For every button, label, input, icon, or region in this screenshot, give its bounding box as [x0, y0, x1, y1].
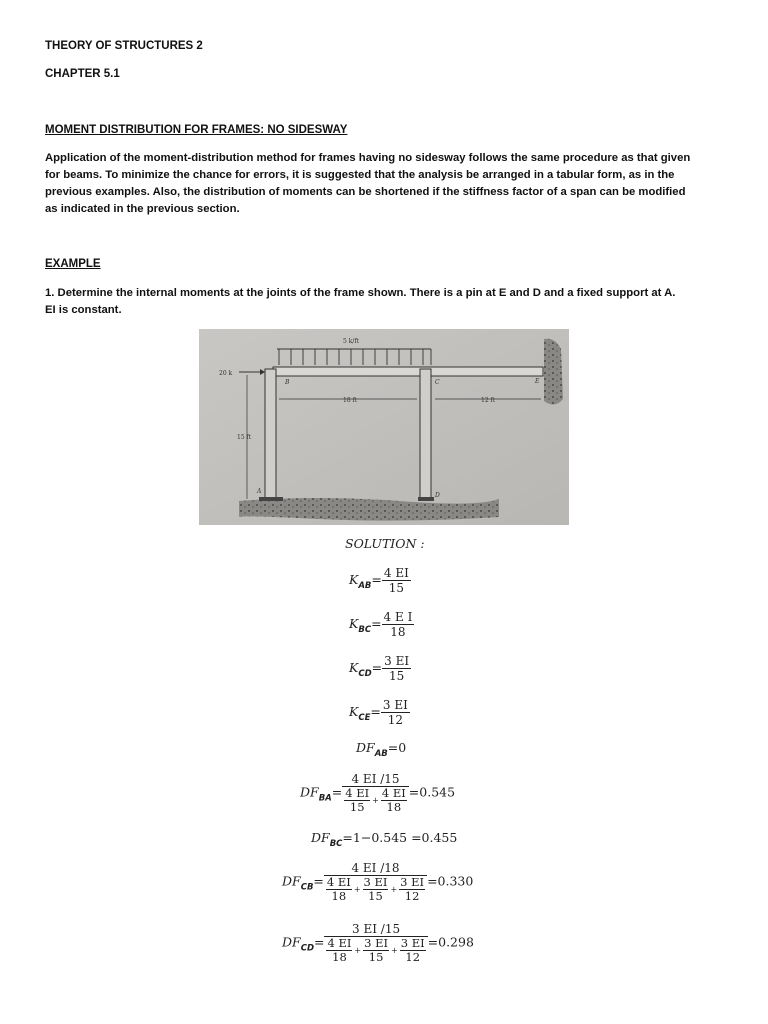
- fraction: [382, 654, 411, 683]
- numerator: 3 EI: [382, 698, 408, 712]
- term-den: 12: [404, 889, 420, 903]
- eq-k-ab: $K_{AB}=$ $\frac{4 EI}{15}$: [349, 566, 409, 595]
- intro-paragraph: [45, 150, 725, 218]
- joint-label-b: B: [285, 379, 290, 386]
- point-load-label: 20 k: [219, 370, 233, 377]
- denominator: [324, 937, 427, 964]
- denominator: 18: [390, 625, 406, 639]
- fraction: [382, 566, 411, 595]
- value: =1−0.545 =0.455: [342, 830, 458, 845]
- denominator: [342, 787, 409, 814]
- symbol: K: [349, 616, 359, 631]
- problem-line: 1. Determine the internal moments at the joints of the frame shown. There is a pin at E and D and a fixed support at A.: [45, 287, 676, 299]
- term: [344, 787, 370, 814]
- term-den: 12: [405, 950, 421, 964]
- paragraph-line: Application of the moment-distribution method for frames having no sidesway follows the same procedure as that given: [45, 152, 691, 164]
- eq-k-bc: $K_{BC}=$ $\frac{\text{4 E I}}{18}$: [349, 610, 413, 639]
- subscript: CE: [358, 713, 371, 723]
- problem-line: EI is constant.: [45, 304, 122, 316]
- subscript: CD: [358, 669, 372, 679]
- denominator: 12: [387, 713, 403, 727]
- result: =0.298: [427, 934, 474, 950]
- term-den: 18: [386, 800, 402, 814]
- term-num: 4 EI: [326, 875, 351, 889]
- eq-k-ce: $K_{CE}=$ $\frac{3 EI}{12}$: [349, 698, 408, 727]
- term-den: 18: [331, 889, 347, 903]
- numerator: 3 EI /15: [324, 922, 427, 937]
- column-cd: [420, 369, 431, 499]
- example-heading: EXAMPLE: [45, 258, 101, 270]
- numerator: 3 EI: [384, 654, 410, 668]
- subscript: BC: [358, 625, 372, 635]
- term-num: 4 EI: [327, 936, 352, 950]
- solution-heading: SOLUTION :: [345, 536, 425, 551]
- term-den: 15: [368, 889, 383, 903]
- eq-df-cd: $DF_{CD}=$ 3 EI /15 $\frac{4 EI}{18}$ + $\frac{3 EI}{15}$ + $\frac{3 EI}{12}$ =0.298: [282, 922, 474, 964]
- symbol: K: [349, 572, 359, 587]
- plus-sign: +: [354, 945, 362, 955]
- joint-label-c: C: [435, 379, 440, 386]
- numerator: 4 EI /18: [324, 861, 427, 876]
- paragraph-line: as indicated in the previous section.: [45, 203, 240, 215]
- term-num: 3 EI: [363, 875, 388, 889]
- fraction: [382, 610, 415, 639]
- symbol: K: [349, 704, 359, 719]
- column-ab: [265, 369, 276, 499]
- value: =0: [387, 740, 407, 755]
- fraction: [342, 772, 409, 814]
- result: =0.545: [408, 784, 456, 800]
- fraction: [324, 922, 427, 964]
- figure-background: [199, 329, 569, 525]
- denominator: [324, 876, 427, 903]
- numerator: 4 E I: [383, 610, 413, 624]
- term: [400, 937, 426, 964]
- eq-k-cd: $K_{CD}=$ $\frac{3 EI}{15}$: [349, 654, 410, 683]
- plus-sign: +: [391, 945, 398, 955]
- term: [363, 937, 389, 964]
- height-label: 15 ft: [237, 434, 252, 441]
- symbol: K: [349, 660, 359, 675]
- symbol: DF: [311, 830, 330, 845]
- problem-statement: [45, 285, 725, 319]
- term: [326, 876, 352, 903]
- term: [363, 876, 389, 903]
- frame-figure: [199, 329, 569, 525]
- term: [381, 787, 407, 814]
- chapter-title: CHAPTER 5.1: [45, 68, 120, 80]
- joint-label-a: A: [257, 488, 262, 495]
- term-num: 4 EI: [345, 786, 370, 800]
- paragraph-line: for beams. To minimize the chance for errors, it is suggested that the analysis be arranged in a tabular form, as in the: [45, 169, 675, 181]
- subscript: BA: [318, 793, 332, 804]
- symbol: DF: [282, 934, 301, 950]
- section-title: MOMENT DISTRIBUTION FOR FRAMES: NO SIDESWAY: [45, 124, 348, 136]
- support-d: [418, 497, 434, 501]
- term: [326, 937, 352, 964]
- numerator: 4 EI: [383, 566, 409, 580]
- symbol: DF: [300, 784, 319, 800]
- numerator: 4 EI /15: [342, 772, 409, 787]
- subscript: AB: [374, 749, 388, 759]
- plus-sign: +: [353, 884, 361, 894]
- subscript: CB: [300, 882, 314, 893]
- term-num: 4 EI: [381, 786, 406, 800]
- span-bc-label: 18 ft: [343, 397, 358, 404]
- joint-label-e: E: [535, 378, 540, 385]
- symbol: DF: [282, 873, 301, 889]
- term: [399, 876, 425, 903]
- fraction: [381, 698, 410, 727]
- denominator: 15: [388, 581, 404, 595]
- fixed-wall: [544, 339, 563, 405]
- paragraph-line: previous examples. Also, the distribution of moments can be shortened if the stiffness factor of a span can be modified: [45, 186, 686, 198]
- eq-df-ba: $DF_{BA}=$ 4 EI /15 $\frac{4 EI}{15}$ + $\frac{4 EI}{18}$ =0.545: [300, 772, 456, 814]
- support-a: [259, 497, 283, 501]
- eq-df-bc: [311, 830, 457, 849]
- joint-label-d: D: [435, 492, 440, 499]
- course-title: THEORY OF STRUCTURES 2: [45, 40, 203, 52]
- span-ce-label: 12 ft: [481, 397, 496, 404]
- eq-df-ab: [356, 740, 406, 759]
- fraction: [324, 861, 427, 903]
- plus-sign: +: [390, 884, 398, 894]
- subscript: BC: [329, 839, 343, 849]
- result: =0.330: [427, 873, 474, 889]
- term-den: 18: [332, 950, 347, 964]
- beam-be: [273, 367, 543, 376]
- symbol: DF: [356, 740, 375, 755]
- term-num: 3 EI: [364, 936, 389, 950]
- denominator: 15: [388, 669, 405, 683]
- subscript: CD: [300, 943, 314, 954]
- eq-df-cb: $DF_{CB}=$ 4 EI /18 $\frac{4 EI}{18}$ + $\frac{3 EI}{15}$ + $\frac{3 EI}{12}$ =0.330: [282, 861, 474, 903]
- subscript: AB: [358, 581, 372, 591]
- load-label: 5 k/ft: [343, 338, 360, 345]
- term-den: 15: [349, 800, 365, 814]
- term-den: 15: [368, 950, 384, 964]
- term-num: 3 EI: [400, 875, 425, 889]
- term-num: 3 EI: [400, 936, 425, 950]
- plus-sign: +: [372, 795, 379, 805]
